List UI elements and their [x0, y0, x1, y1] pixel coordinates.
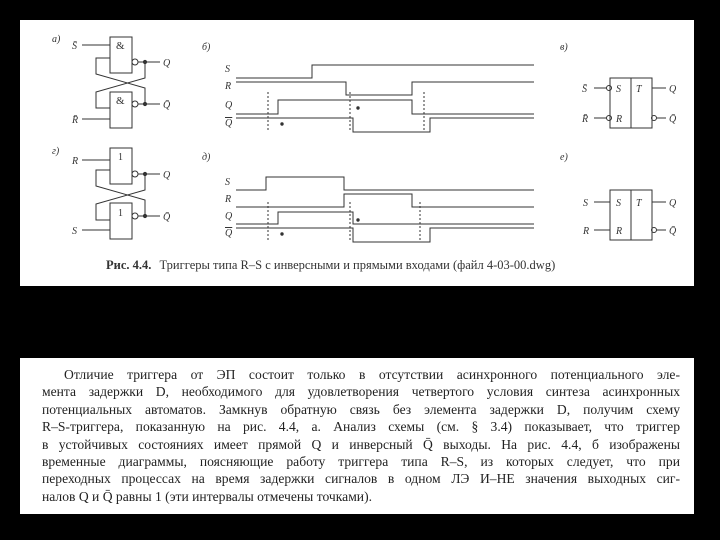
symbol-v — [594, 78, 666, 128]
signal-label-q: Q — [225, 100, 233, 111]
panel-label-b: б) — [202, 42, 211, 53]
symbol-v-in-s: S̄ — [582, 84, 587, 95]
symbol-v-pin-r: R — [616, 114, 623, 125]
signal-label-s: S — [225, 177, 230, 188]
panel-label-e: е) — [560, 152, 568, 163]
text-line: в устойчивых состояниях имеет прямой Q и инверсный Q̄ выходы. На рис. 4.4, б изображены — [42, 436, 680, 452]
output-label-q-inv: Q̄ — [163, 212, 171, 223]
gate-symbol: 1 — [118, 208, 123, 219]
inversion-bubble — [132, 213, 138, 219]
symbol-v-out-q: Q — [669, 84, 677, 95]
figure-svg — [20, 20, 694, 286]
signal-label-q: Q — [225, 211, 233, 222]
text-line: потенциальных автоматов. Замкнув обратную связь без элемента задержки D, получим схему — [42, 401, 680, 417]
inversion-bubble — [132, 171, 138, 177]
timing-diagram-b — [236, 65, 534, 132]
body-paragraph — [20, 358, 694, 505]
waveform-s — [236, 177, 534, 190]
caption-label: Рис. 4.4. — [106, 258, 152, 272]
waveform-r — [236, 194, 534, 207]
text-panel — [20, 358, 694, 514]
panel-label-d: д) — [202, 152, 211, 163]
symbol-e-type: T — [636, 198, 642, 209]
text-line: налов Q и Q̄ равны 1 (эти интервалы отмечены точками). — [42, 488, 372, 504]
waveform-q — [236, 212, 534, 224]
symbol-e-pin-s: S — [616, 198, 621, 209]
symbol-e-pin-r: R — [616, 226, 623, 237]
figure-panel — [20, 20, 694, 286]
symbol-e-in-r: R — [583, 226, 590, 237]
symbol-e-out-q: Q — [669, 198, 677, 209]
figure-caption — [106, 258, 555, 272]
gate-symbol: & — [116, 40, 125, 52]
gate-symbol: & — [116, 95, 125, 107]
waveform-r — [236, 82, 534, 95]
caption-text: Триггеры типа R–S с инверсными и прямыми входами (файл 4-03-00.dwg) — [159, 258, 556, 272]
symbol-v-type: T — [636, 84, 642, 95]
signal-label-r: R — [225, 81, 232, 92]
text-line: мента задержки D, необходимого для удовлетворения четвертого условия синтеза асинхронных — [42, 384, 680, 400]
waveform-q — [236, 100, 534, 114]
signal-label-q-bar: Q — [225, 228, 233, 239]
input-label-r-inv: R̄ — [72, 115, 79, 126]
timing-diagram-d — [236, 177, 534, 242]
symbol-v-out-q-bar: Q̄ — [669, 114, 677, 125]
inversion-bubble — [132, 59, 138, 65]
signal-label-s: S — [225, 64, 230, 75]
symbol-e — [594, 190, 666, 240]
signal-label-q-bar: Q — [225, 118, 233, 129]
symbol-e-out-q-bar: Q̄ — [669, 226, 677, 237]
text-line: Отличие триггера от ЭП состоит только в отсутствии асинхронного потенциального эле- — [64, 367, 680, 382]
signal-label-r: R — [225, 194, 232, 205]
symbol-e-in-s: S — [583, 198, 588, 209]
output-label-q: Q — [163, 58, 171, 69]
input-label-r: R — [72, 156, 79, 167]
panel-label-g: г) — [52, 146, 60, 157]
gate-symbol: 1 — [118, 152, 123, 163]
inversion-bubble — [132, 101, 138, 107]
waveform-s — [236, 65, 534, 78]
symbol-v-in-r: R̄ — [582, 114, 589, 125]
output-label-q: Q — [163, 170, 171, 181]
output-label-q-inv: Q̄ — [163, 100, 171, 111]
text-line: временные диаграммы, поясняющие работу триггера типа R–S, из которых следует, что при — [42, 454, 680, 470]
symbol-v-pin-s: S — [616, 84, 621, 95]
input-label-s-inv: S̄ — [72, 41, 77, 52]
panel-label-a: а) — [52, 34, 61, 45]
text-line: R–S-триггера, показанную на рис. 4.4, а. Анализ схемы (см. § 3.4) показывает, что триггер — [42, 419, 680, 435]
text-line: переходных процессах на время задержки сигналов в одном ЛЭ И–НЕ значения выходных сиг- — [42, 471, 680, 487]
input-label-s: S — [72, 226, 77, 237]
panel-label-v: в) — [560, 42, 568, 53]
